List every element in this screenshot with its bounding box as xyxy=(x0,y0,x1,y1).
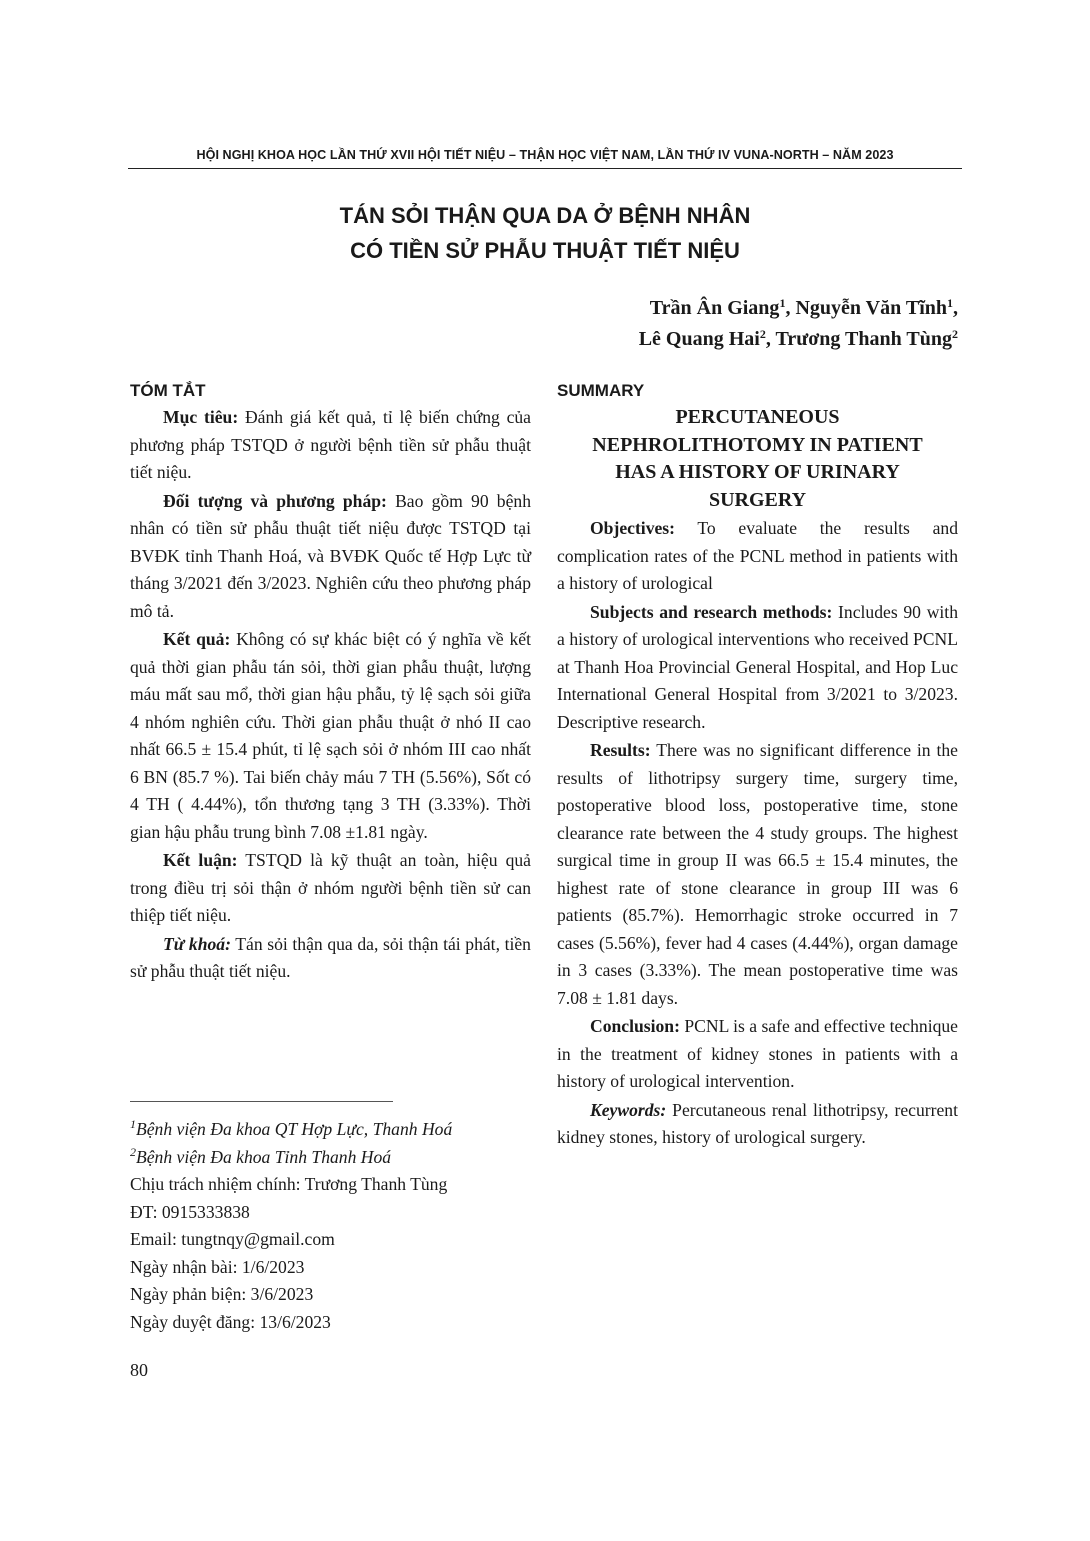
author-affiliation-mark: 2 xyxy=(952,327,958,341)
paragraph-text: Không có sự khác biệt có ý nghĩa về kết quả thời gian phẫu tán sỏi, thời gian phẫu thuật, lượng máu mất sau mổ, thời gian hậu phẫu, tỷ lệ sạch sỏi giữa 4 nhóm nghiên cứu. Thời gian phẫu thuật ở nhó II cao nhất 66.5 ± 15.4 phút, tỉ lệ sạch sỏi ở nhóm III cao nhất 6 BN (85.7 %). Tai biến chảy máu 7 TH (5.56%), Sốt có 4 TH ( 4.44%), tổn thương tạng 3 TH (3.33%). Thời gian hậu phẫu trung bình 7.08 ±1.81 ngày. xyxy=(130,629,531,842)
paragraph-methods xyxy=(130,488,531,626)
author-name: Lê Quang Hai xyxy=(638,328,760,350)
paragraph-text: Bao gồm 90 bệnh nhân có tiền sử phẫu thuật tiết niệu được TSTQD tại BVĐK tỉnh Thanh Hoá, và BVĐK Quốc tế Hợp Lực từ tháng 3/2021 đến 3/2023. Nghiên cứu theo phương pháp mô tả. xyxy=(130,490,531,621)
paragraph-text: PCNL is a safe and effective technique in the treatment of kidney stones in patients with a history of urological intervention. xyxy=(557,1016,958,1091)
article-title xyxy=(128,198,962,268)
affiliation-mark: 1 xyxy=(130,1117,136,1131)
abstract-english xyxy=(557,378,958,1153)
affiliation-text: Bệnh viện Đa khoa Tỉnh Thanh Hoá xyxy=(136,1146,392,1167)
summary-title xyxy=(557,404,958,514)
author-affiliation-mark: 2 xyxy=(759,327,766,341)
paragraph-text: Đánh giá kết quả, tỉ lệ biến chứng của phương pháp TSTQD ở người bệnh tiền sử phẫu thuật tiết niệu. xyxy=(130,407,531,482)
corresponding-author: Chịu trách nhiệm chính: Trương Thanh Tùng xyxy=(130,1174,448,1194)
abstract-vi-body xyxy=(130,404,531,986)
summary-title-line: PERCUTANEOUS xyxy=(675,406,840,428)
paragraph-results xyxy=(557,737,958,1012)
abstract-en-body xyxy=(557,515,958,1152)
author-line-2: Lê Quang Hai$^2$, Trương Thanh Tùng$^2$ xyxy=(638,327,958,350)
title-line-2: CÓ TIỀN SỬ PHẪU THUẬT TIẾT NIỆU xyxy=(350,238,740,263)
author-affiliation-mark: 1 xyxy=(779,296,786,310)
phone: ĐT: 0915333838 xyxy=(130,1201,250,1222)
paragraph-label: Từ khoá: xyxy=(163,933,231,954)
paragraph-label: Đối tượng và phương pháp: xyxy=(163,490,387,511)
paragraph-objective xyxy=(130,404,531,487)
paragraph-label: Kết quả: xyxy=(163,629,231,649)
paragraph-keywords xyxy=(130,931,531,986)
footnotes xyxy=(130,1116,550,1336)
header-rule xyxy=(128,168,962,169)
running-header: HỘI NGHỊ KHOA HỌC LẦN THỨ XVII HỘI TIẾT NIỆU – THẬN HỌC VIỆT NAM, LẦN THỨ IV VUNA-NORTH – NĂM 2023 xyxy=(196,148,894,162)
author-list xyxy=(639,293,958,355)
page-number: 80 xyxy=(130,1360,148,1380)
paragraph-label: Keywords: xyxy=(590,1099,667,1120)
date-accepted: Ngày duyệt đăng: 13/6/2023 xyxy=(130,1311,331,1332)
paragraph-conclusion xyxy=(130,847,531,930)
paragraph-text: Tán sỏi thận qua da, sỏi thận tái phát, tiền sử phẫu thuật tiết niệu. xyxy=(130,933,531,981)
abstract-vietnamese xyxy=(130,378,531,987)
paragraph-label: Mục tiêu: xyxy=(163,407,239,427)
paragraph-label: Kết luận: xyxy=(163,850,238,870)
paragraph-objective xyxy=(557,515,958,598)
date-received: Ngày nhận bài: 1/6/2023 xyxy=(130,1256,305,1277)
affiliation-1 xyxy=(130,1116,550,1144)
section-heading-summary: SUMMARY xyxy=(557,381,645,400)
paragraph-methods xyxy=(557,599,958,737)
author-affiliation-mark: 1 xyxy=(947,296,953,310)
email: Email: tungtnqy@gmail.com xyxy=(130,1229,335,1249)
paragraph-text: Percutaneous renal lithotripsy, recurrent kidney stones, history of urological surgery. xyxy=(557,1099,958,1147)
paragraph-label: Results: xyxy=(590,740,651,760)
summary-title-line: SURGERY xyxy=(708,488,807,511)
title-line-1: TÁN SỎI THẬN QUA DA Ở BỆNH NHÂN xyxy=(339,203,751,228)
affiliation-2 xyxy=(130,1144,550,1172)
summary-title-line: NEPHROLITHOTOMY IN PATIENT xyxy=(592,433,923,456)
author-line-1: Trần Ân Giang$^1$, Nguyễn Văn Tĩnh$^1$, xyxy=(649,296,958,319)
summary-title-line: HAS A HISTORY OF URINARY xyxy=(615,461,900,483)
paragraph-conclusion xyxy=(557,1013,958,1096)
footnote-rule xyxy=(130,1101,393,1102)
paragraph-text: TSTQD là kỹ thuật an toàn, hiệu quả trong điều trị sỏi thận ở nhóm người bệnh tiền sử can thiệp tiết niệu. xyxy=(130,850,531,925)
paragraph-keywords xyxy=(557,1097,958,1152)
author-name: Trương Thanh Tùng xyxy=(775,328,952,350)
affiliation-mark: 2 xyxy=(130,1144,136,1159)
paragraph-text: Includes 90 with a history of urological interventions who received PCNL at Thanh Hoa Provincial General Hospital, and Hop Luc International General Hospital from 3/2021 to 3/2023. Descriptive research. xyxy=(557,601,958,732)
paragraph-text: To evaluate the results and complication rates of the PCNL method in patients with a history of urological xyxy=(557,518,958,593)
affiliation-text: Bệnh viện Đa khoa QT Hợp Lực, Thanh Hoá xyxy=(136,1119,453,1139)
paragraph-label: Subjects and research methods: xyxy=(590,601,833,622)
paragraph-label: Conclusion: xyxy=(590,1016,680,1036)
author-name: Trần Ân Giang xyxy=(649,297,780,319)
author-name: Nguyễn Văn Tĩnh xyxy=(795,297,947,319)
paragraph-label: Objectives: xyxy=(590,518,676,538)
paragraph-text: There was no significant difference in the results of lithotripsy surgery time, surgery time, postoperative blood loss, postoperative time, stone clearance rate between the 4 study groups. The highest surgical time in group II was 66.5 ± 15.4 minutes, the highest rate of stone clearance in group III was 6 patients (85.7%). Hemorrhagic stroke occurred in 7 cases (5.56%), fever had 4 cases (4.44%), organ damage in 3 cases (3.33%). The mean postoperative time was 7.08 ± 1.81 days. xyxy=(557,740,958,1008)
date-reviewed: Ngày phản biện: 3/6/2023 xyxy=(130,1284,314,1304)
paragraph-results xyxy=(130,626,531,846)
section-heading-tom-tat: TÓM TẮT xyxy=(130,381,206,400)
